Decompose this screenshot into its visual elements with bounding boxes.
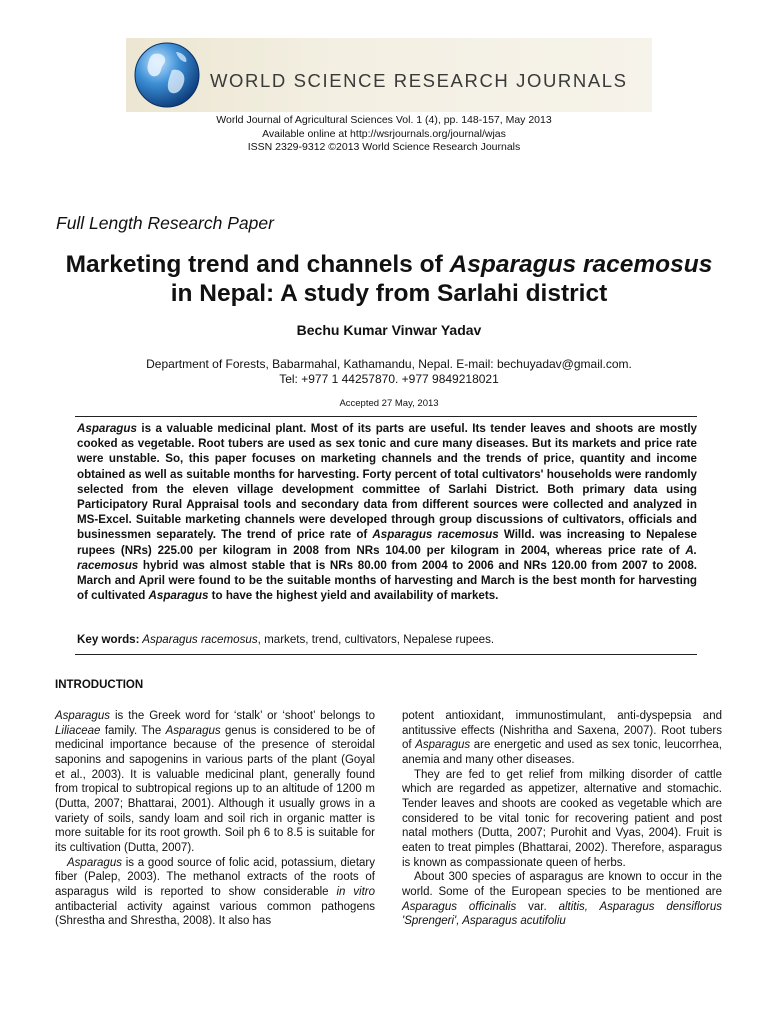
- keywords-label: Key words:: [77, 633, 140, 646]
- journal-citation: World Journal of Agricultural Sciences Vol. 1 (4), pp. 148-157, May 2013: [216, 114, 552, 126]
- paragraph: [402, 709, 722, 768]
- journal-issn: ISSN 2329-9312 ©2013 World Science Research Journals: [247, 141, 521, 153]
- affiliation: [0, 357, 768, 387]
- paragraph-text: is a good source of folic acid, potassium, dietary fiber (Palep, 2003). The methanol extracts of the roots of asparagus wild is reported to show considerable: [55, 856, 375, 898]
- abstract-text: hybrid was almost stable that is NRs 80.00 from 2004 to 2006 and NRs 120.00 from 2007 to 2008. March and April were found to be the suitable months of harvesting and March is the best month for harvesting of cultivated: [77, 558, 697, 603]
- species-name: Asparagus: [165, 724, 221, 737]
- abstract-text: to have the highest yield and availability of markets.: [208, 589, 499, 603]
- body-column-left: [55, 709, 375, 929]
- paragraph: They are fed to get relief from milking disorder of cattle which are regarded as appetizer, alternative and stomachic. Tender leaves and shoots are cooked as vegetable which are considered to be vital tonic for recovering patient and post natal mothers (Dutta, 2007; Purohit and Vyas, 2004). Fruit is eaten to treat pimples (Bhattarai, 2002). Therefore, asparagus is known as compassionate queen of herbs.: [402, 768, 722, 869]
- journal-url: Available online at http://wsrjournals.org/journal/wjas: [262, 127, 506, 140]
- title-line-2: in Nepal: A study from Sarlahi district: [170, 280, 608, 307]
- paragraph-text: genus is considered to be of medicinal importance because of the presence of steroidal saponins and sapogenins in various parts of the plant (Goyal et al., 2003). It is valuable medicinal plant, generally found from tropical to subtropical regions up to an altitude of 1200 m (Dutta, 2007; Bhattarai, 2001). Although it usually grows in a variety of soils, sandy loam and soil rich in organic matter is more suitable for its root growth. Soil ph 6 to 8.5 is suitable for its cultivation (Dutta, 2007).: [55, 724, 375, 854]
- affiliation-address: Department of Forests, Babarmahal, Kathamandu, Nepal. E-mail: bechuyadav@gmail.com.: [146, 357, 632, 371]
- section-heading-introduction: INTRODUCTION: [55, 679, 144, 691]
- species-name: altitis, Asparagus densiflorus 'Sprengeri', Asparagus acutifoliu: [402, 900, 722, 928]
- abstract-species: Asparagus: [148, 589, 209, 603]
- italic-term: in vitro: [336, 885, 375, 898]
- species-name: Asparagus: [67, 856, 122, 869]
- paragraph-text: is the Greek word for ‘stalk’ or ‘shoot’ belongs to: [109, 710, 375, 722]
- paragraph-text: antibacterial activity against various common pathogens (Shrestha and Shrestha, 2008). It also has: [55, 900, 375, 928]
- paragraph-text: About 300 species of asparagus are known to occur in the world. Some of the European species to be mentioned are: [402, 871, 722, 898]
- body-column-right: [402, 709, 722, 929]
- abstract-rule-top: [75, 416, 697, 417]
- globe-icon: [132, 40, 202, 110]
- title-line-1: [0, 250, 768, 279]
- species-name: Asparagus: [415, 739, 471, 752]
- affiliation-phone: Tel: +977 1 44257870. +977 9849218021: [279, 372, 499, 386]
- abstract-text: Willd. was increasing to Nepalese rupees (NRs) 225.00 per kilogram in 2008 from NRs 104.00 per kilogram in 2004, whereas price rate of: [77, 528, 697, 557]
- title-text: Marketing trend and channels of: [65, 251, 450, 278]
- paper-type: Full Length Research Paper: [56, 213, 274, 233]
- abstract-species: Asparagus: [77, 422, 137, 435]
- keywords-species: Asparagus racemosus: [139, 633, 258, 646]
- author-name: Bechu Kumar Vinwar Yadav: [296, 322, 482, 338]
- species-name: Asparagus: [55, 710, 110, 722]
- title-species: Asparagus racemosus: [449, 251, 713, 278]
- journal-info: [0, 114, 768, 155]
- accepted-date: Accepted 27 May, 2013: [339, 398, 439, 409]
- paragraph: [55, 709, 375, 856]
- abstract-rule-bottom: [75, 654, 697, 655]
- paragraph-text: var.: [516, 900, 559, 913]
- paragraph-text: potent antioxidant, immunostimulant, anti-dyspepsia and antitussive effects (Nishritha and Saxena, 2007). Root tubers of: [402, 710, 722, 752]
- paragraph: [55, 856, 375, 929]
- abstract-text: is a valuable medicinal plant. Most of its parts are useful. Its tender leaves and shoots are mostly cooked as vegetable. Root tubers are used as sex tonic and cure many diseases. But its markets and price rate were unstable. So, this paper focuses on marketing channels and the trends of price, quantity and income obtained as well as suitable months for harvesting. Forty percent of total cultivators' households were randomly selected from the eleven village development committee of Sarlahi District. Both primary data using Participatory Rural Appraisal tools and secondary data from different sources were collected and analyzed in MS-Excel. Suitable marketing channels were developed through group discussions of cultivators, officials and businessmen separately. The trend of price rate of: [77, 422, 697, 542]
- paragraph-text: family. The: [100, 724, 166, 737]
- abstract: [77, 421, 697, 603]
- species-name: Asparagus officinalis: [402, 900, 517, 913]
- journal-banner: [126, 38, 652, 112]
- abstract-species: A. racemosus: [77, 543, 697, 572]
- abstract-species: Asparagus racemosus: [372, 528, 499, 542]
- keywords-list: , markets, trend, cultivators, Nepalese rupees.: [257, 633, 495, 646]
- banner-title: WORLD SCIENCE RESEARCH JOURNALS: [210, 70, 628, 91]
- paragraph-text: are energetic and used as sex tonic, leucorrhea, anemia and many other diseases.: [402, 739, 722, 766]
- paragraph: [402, 870, 722, 929]
- paper-title: [0, 250, 768, 308]
- keywords: [77, 632, 697, 647]
- species-name: Liliaceae: [55, 724, 101, 737]
